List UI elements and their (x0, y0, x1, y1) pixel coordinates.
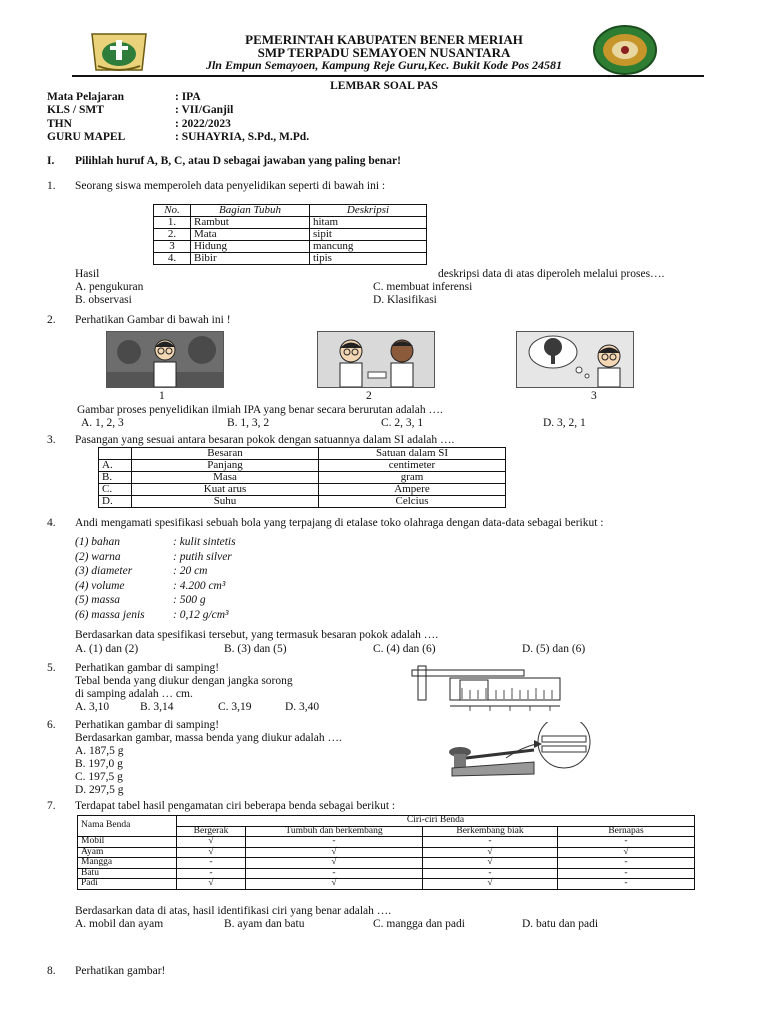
header-line-1: PEMERINTAH KABUPATEN BENER MERIAH (245, 32, 523, 47)
spec-key: (5) massa (75, 594, 121, 606)
q1-header: No. (154, 205, 191, 217)
q1-header: Deskripsi (310, 205, 427, 217)
q5-number: 5. (47, 662, 56, 674)
info-label: GURU MAPEL (47, 130, 126, 143)
cell: 4. (154, 253, 191, 265)
q4-option-b: B. (3) dan (5) (224, 643, 287, 655)
q2-option-a: A. 1, 2, 3 (81, 417, 124, 429)
q1-number: 1. (47, 180, 56, 192)
cell: - (177, 858, 246, 869)
cell: - (558, 837, 695, 848)
q3-number: 3. (47, 434, 56, 446)
cell: √ (558, 847, 695, 858)
q2-pic-label-3: 3 (591, 390, 597, 402)
cell: Mobil (78, 837, 177, 848)
q2-question: Gambar proses penyelidikan ilmiah IPA yang benar secara berurutan adalah …. (77, 404, 443, 416)
q2-pic-label-1: 1 (159, 390, 165, 402)
cell: Bibir (191, 253, 310, 265)
q4-option-c: C. (4) dan (6) (373, 643, 436, 655)
q7-option-c: C. mangga dan padi (373, 918, 465, 930)
cell: √ (246, 858, 423, 869)
q5-option-d: D. 3,40 (285, 701, 320, 713)
info-value: : 2022/2023 (175, 117, 231, 130)
cell: - (246, 868, 423, 879)
cell: - (558, 868, 695, 879)
q7-group-header: Ciri-ciri Benda (177, 816, 695, 827)
q7-question: Berdasarkan data di atas, hasil identifikasi ciri yang benar adalah …. (75, 905, 392, 917)
spec-key: (4) volume (75, 579, 125, 592)
cell: C. (99, 484, 132, 496)
cell: Panjang (132, 460, 319, 472)
q7-subheader: Bernapas (558, 826, 695, 837)
spec-key: (6) massa jenis (75, 608, 145, 621)
cell: D. (99, 496, 132, 508)
illustration-students-discussing (317, 331, 435, 388)
q2-option-c: C. 2, 3, 1 (381, 417, 424, 429)
q3-text: Pasangan yang sesuai antara besaran pokok dengan satuannya dalam SI adalah …. (75, 434, 455, 446)
q1-prefix: Hasil (75, 268, 100, 280)
q5-option-a: A. 3,10 (75, 701, 110, 713)
cell: - (423, 837, 558, 848)
cell: tipis (310, 253, 427, 265)
cell: Mangga (78, 858, 177, 869)
q1-option-b: B. observasi (75, 294, 132, 306)
q5-option-b: B. 3,14 (140, 701, 174, 713)
q7-subheader: Bergerak (177, 826, 246, 837)
header-line-2: SMP TERPADU SEMAYOEN NUSANTARA (257, 45, 511, 60)
table-row (78, 847, 695, 858)
section-number: I. (47, 155, 55, 167)
q4-option-d: D. (5) dan (6) (522, 643, 586, 655)
header-address: Jln Empun Semayoen, Kampung Reje Guru,Kec. Bukit Kode Pos 24581 (205, 58, 563, 72)
cell: - (423, 868, 558, 879)
q7-subheader: Berkembang biak (423, 826, 558, 837)
info-value: : VII/Ganjil (175, 104, 234, 117)
table-row (99, 484, 506, 496)
q7-text: Terdapat tabel hasil pengamatan ciri beberapa benda sebagai berikut : (75, 800, 396, 812)
spec-row (75, 608, 236, 623)
cell: Batu (78, 868, 177, 879)
q6-question: Berdasarkan gambar, massa benda yang diukur adalah …. (75, 732, 342, 744)
cell: hitam (310, 217, 427, 229)
q3-header: Besaran (132, 448, 319, 460)
q1-option-c: C. membuat inferensi (373, 281, 473, 293)
q5-text: Perhatikan gambar di samping! (75, 662, 220, 674)
cell: √ (177, 847, 246, 858)
cell: √ (246, 879, 423, 890)
illustration-student-observing (106, 331, 224, 388)
cell: gram (319, 472, 506, 484)
q7-option-a: A. mobil dan ayam (75, 918, 164, 930)
info-row (47, 104, 309, 117)
table-row (154, 253, 427, 265)
doc-title: LEMBAR SOAL PAS (330, 80, 438, 92)
cell: 1. (154, 217, 191, 229)
cell: B. (99, 472, 132, 484)
q1-option-d: D. Klasifikasi (373, 294, 437, 306)
q7-col-name: Nama Benda (78, 816, 177, 837)
info-label: THN (47, 117, 72, 130)
q6-option-a: A. 187,5 g (75, 745, 124, 757)
cell: - (246, 837, 423, 848)
table-row (78, 868, 695, 879)
table-row (99, 496, 506, 508)
q7-subheader: Tumbuh dan berkembang (246, 826, 423, 837)
q6-text: Perhatikan gambar di samping! (75, 719, 220, 731)
spec-row (75, 564, 236, 579)
q2-text: Perhatikan Gambar di bawah ini ! (75, 314, 231, 326)
info-value: : IPA (175, 91, 201, 103)
spec-key: (3) diameter (75, 565, 133, 577)
q1-text: Seorang siswa memperoleh data penyelidikan seperti di bawah ini : (75, 180, 386, 192)
q1-table (153, 204, 427, 265)
q5-line-2: Tebal benda yang diukur dengan jangka sorong (75, 675, 293, 687)
info-row (47, 131, 309, 144)
cell: - (558, 879, 695, 890)
spec-value: : kulit sintetis (173, 536, 236, 548)
q3-header (99, 448, 132, 460)
cell: - (177, 868, 246, 879)
spec-value: : 0,12 g/cm³ (173, 608, 229, 621)
q5-line-3: di samping adalah … cm. (75, 688, 193, 700)
illustration-student-thinking-tree (516, 331, 634, 388)
q8-number: 8. (47, 965, 56, 977)
spec-row (75, 535, 236, 550)
q2-option-b: B. 1, 3, 2 (227, 417, 270, 429)
q4-number: 4. (47, 517, 56, 529)
spec-value: : putih silver (173, 550, 232, 563)
cell: Kuat arus (132, 484, 319, 496)
cell: Masa (132, 472, 319, 484)
cell: √ (246, 847, 423, 858)
info-block (47, 91, 309, 144)
spec-value: : 20 cm (173, 565, 208, 577)
q1-header: Bagian Tubuh (191, 205, 310, 217)
vernier-caliper-illustration (410, 664, 562, 716)
info-row (47, 91, 309, 104)
table-row (99, 472, 506, 484)
cell: 2. (154, 229, 191, 241)
q4-question: Berdasarkan data spesifikasi tersebut, yang termasuk besaran pokok adalah …. (75, 629, 439, 641)
cell: 3 (154, 241, 191, 253)
cell: - (558, 858, 695, 869)
table-row (154, 217, 427, 229)
q3-header: Satuan dalam SI (319, 448, 506, 460)
cell: √ (177, 879, 246, 890)
q3-table (98, 447, 506, 508)
spec-row (75, 593, 236, 608)
q1-suffix: deskripsi data di atas diperoleh melalui proses…. (438, 268, 665, 280)
cell: mancung (310, 241, 427, 253)
spec-key: (2) warna (75, 550, 121, 563)
table-row (154, 241, 427, 253)
spec-row (75, 579, 236, 594)
cell: Suhu (132, 496, 319, 508)
spec-value: : 500 g (173, 594, 206, 606)
cell: centimeter (319, 460, 506, 472)
q4-specs (75, 535, 236, 622)
q2-number: 2. (47, 314, 56, 326)
section-instruction: Pilihlah huruf A, B, C, atau D sebagai jawaban yang paling benar! (75, 155, 401, 167)
info-label: KLS / SMT (47, 104, 104, 117)
table-row (78, 858, 695, 869)
q8-text: Perhatikan gambar! (75, 965, 166, 977)
q4-text: Andi mengamati spesifikasi sebuah bola yang terpajang di etalase toko olahraga dengan data-data sebagai berikut : (75, 517, 604, 529)
table-row (154, 229, 427, 241)
q5-option-c: C. 3,19 (218, 701, 252, 713)
cell: √ (423, 879, 558, 890)
cell: Rambut (191, 217, 310, 229)
balance-scale-illustration (446, 722, 592, 780)
table-row (78, 879, 695, 890)
table-row (99, 460, 506, 472)
cell: Celcius (319, 496, 506, 508)
cell: Hidung (191, 241, 310, 253)
cell: sipit (310, 229, 427, 241)
q1-option-a: A. pengukuran (75, 281, 144, 293)
q2-pic-label-2: 2 (366, 390, 372, 402)
cell: √ (423, 858, 558, 869)
cell: Ampere (319, 484, 506, 496)
q7-number: 7. (47, 800, 56, 812)
info-row (47, 118, 309, 131)
info-value: : SUHAYRIA, S.Pd., M.Pd. (175, 130, 310, 143)
cell: √ (423, 847, 558, 858)
q6-option-b: B. 197,0 g (75, 758, 123, 770)
q6-option-d: D. 297,5 g (75, 784, 124, 796)
cell: Padi (78, 879, 177, 890)
header-divider (72, 75, 704, 77)
cell: A. (99, 460, 132, 472)
cell: Ayam (78, 847, 177, 858)
table-row (78, 837, 695, 848)
info-label: Mata Pelajaran (47, 91, 124, 103)
q7-option-b: B. ayam dan batu (224, 918, 305, 930)
q7-option-d: D. batu dan padi (522, 918, 599, 930)
cell: Mata (191, 229, 310, 241)
spec-row (75, 550, 236, 565)
q6-number: 6. (47, 719, 56, 731)
spec-value: : 4.200 cm³ (173, 579, 226, 592)
q2-option-d: D. 3, 2, 1 (543, 417, 586, 429)
cell: √ (177, 837, 246, 848)
spec-key: (1) bahan (75, 536, 121, 548)
q4-option-a: A. (1) dan (2) (75, 643, 139, 655)
q6-option-c: C. 197,5 g (75, 771, 123, 783)
q7-table (77, 815, 695, 890)
